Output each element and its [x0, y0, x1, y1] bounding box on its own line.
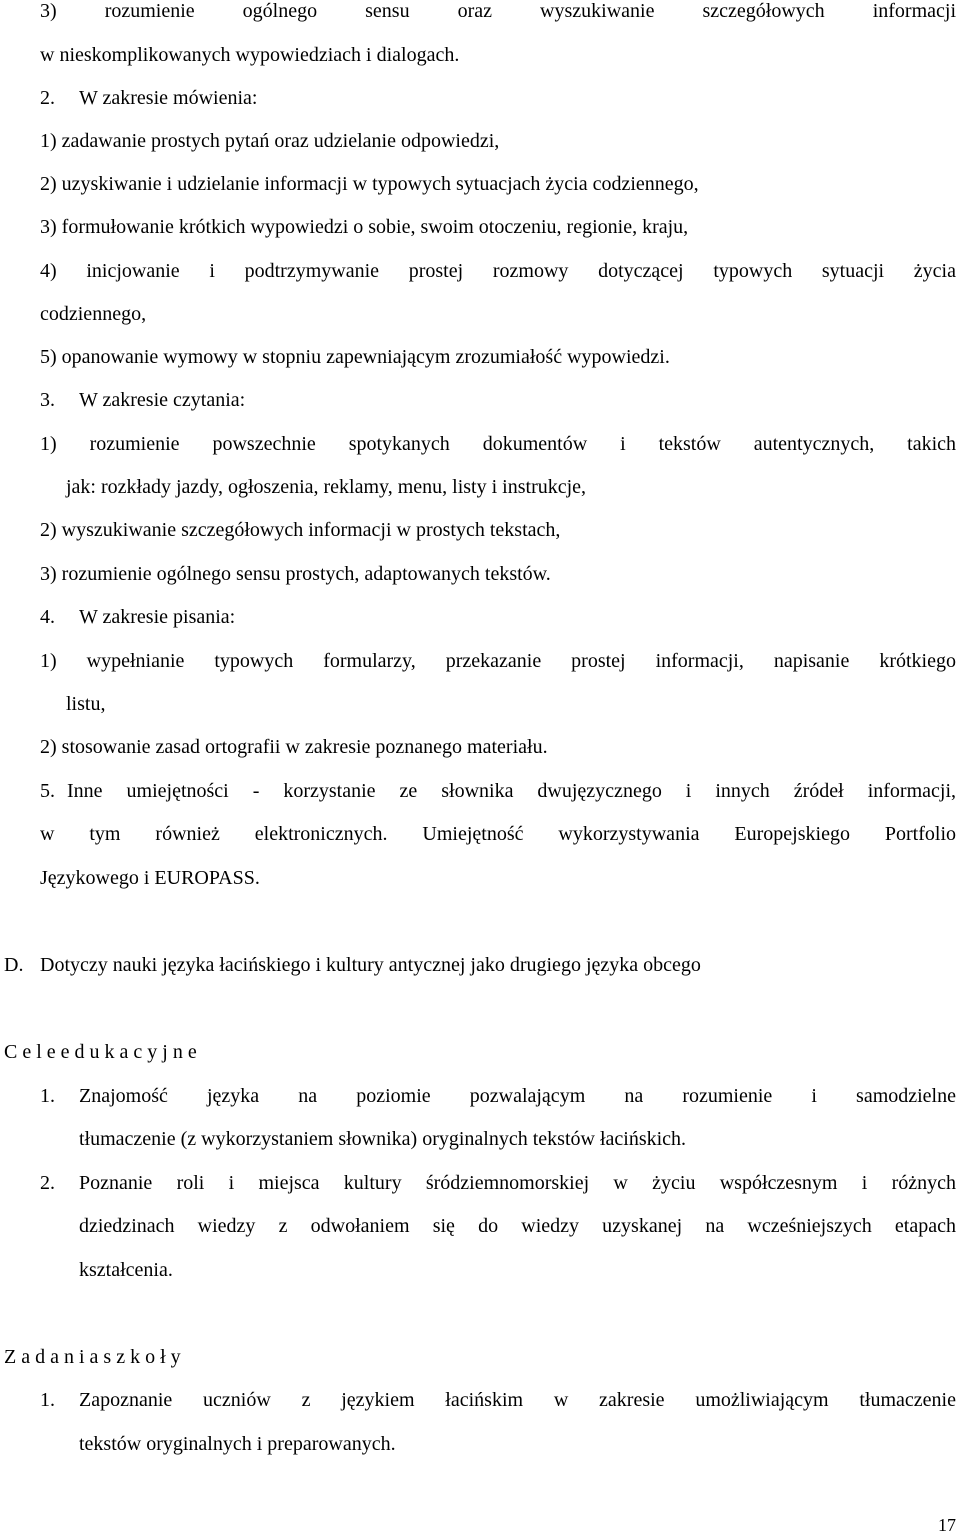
text-line: 2) uzyskiwanie i udzielanie informacji w typowych sytuacjach życia codziennego,	[40, 173, 699, 195]
text-line: 2) wyszukiwanie szczegółowych informacji w prostych tekstach,	[40, 519, 561, 541]
list-item	[40, 1169, 956, 1197]
text-line: 3) formułowanie krótkich wypowiedzi o sobie, swoim otoczeniu, regionie, kraju,	[40, 216, 689, 238]
page-number: 17	[938, 1515, 956, 1535]
text-line: w nieskomplikowanych wypowiedziach i dialogach.	[40, 44, 460, 66]
section-heading-latin	[4, 951, 956, 979]
list-number: 3.	[40, 389, 55, 411]
list-number: 4.	[40, 606, 55, 628]
list-item	[40, 1386, 956, 1414]
list-number: 2.	[40, 1172, 55, 1194]
text-line: 1) rozumienie powszechnie spotykanych dokumentów i tekstów autentycznych, takich	[40, 433, 956, 455]
heading-text: W zakresie pisania:	[79, 606, 236, 628]
heading-text: Inne umiejętności - korzystanie ze słownika dwujęzycznego i innych źródeł informacji,	[67, 780, 956, 802]
text-line: kształcenia.	[79, 1259, 173, 1281]
section-heading-reading	[40, 386, 956, 414]
text-line: Językowego i EUROPASS.	[40, 867, 260, 889]
text-line: dziedzinach wiedzy z odwołaniem się do wiedzy uzyskanej na wcześniejszych etapach	[79, 1215, 956, 1237]
text-line: 5) opanowanie wymowy w stopniu zapewniającym zrozumiałość wypowiedzi.	[40, 346, 670, 368]
text-line: w tym również elektronicznych. Umiejętność wykorzystywania Europejskiego Portfolio	[40, 823, 956, 845]
text-line: jak: rozkłady jazdy, ogłoszenia, reklamy, menu, listy i instrukcje,	[66, 476, 587, 498]
text-line: 1) wypełnianie typowych formularzy, przekazanie prostej informacji, napisanie krótkiego	[40, 650, 956, 672]
text-line: 2) stosowanie zasad ortografii w zakresie poznanego materiału.	[40, 736, 548, 758]
heading-text: W zakresie mówienia:	[79, 87, 258, 109]
section-heading-speaking	[40, 84, 956, 112]
list-item-text: Zapoznanie uczniów z językiem łacińskim w zakresie umożliwiającym tłumaczenie	[79, 1389, 956, 1411]
list-number: 5.	[40, 780, 55, 802]
list-number: D.	[4, 954, 24, 976]
heading-text: Dotyczy nauki języka łacińskiego i kultury antycznej jako drugiego języka obcego	[40, 954, 701, 976]
section-heading-writing	[40, 603, 956, 631]
list-item-text: Poznanie roli i miejsca kultury śródziemnomorskiej w życiu współczesnym i różnych	[79, 1172, 956, 1194]
list-item-text: Znajomość języka na poziomie pozwalającym na rozumienie i samodzielne	[79, 1085, 956, 1107]
list-number: 1.	[40, 1389, 55, 1411]
subheading-educational-goals: C e l e e d u k a c y j n e	[4, 1041, 197, 1063]
list-number: 2.	[40, 87, 55, 109]
heading-text: W zakresie czytania:	[79, 389, 246, 411]
list-item	[40, 1082, 956, 1110]
text-line: 3) rozumienie ogólnego sensu prostych, adaptowanych tekstów.	[40, 563, 551, 585]
list-number: 1.	[40, 1085, 55, 1107]
section-heading-other-skills	[40, 777, 956, 805]
text-line: tekstów oryginalnych i preparowanych.	[79, 1433, 396, 1455]
text-line: 3) rozumienie ogólnego sensu oraz wyszukiwanie szczegółowych informacji	[40, 0, 956, 22]
subheading-school-tasks: Z a d a n i a s z k o ł y	[4, 1346, 181, 1368]
text-line: codziennego,	[40, 303, 147, 325]
text-line: tłumaczenie (z wykorzystaniem słownika) oryginalnych tekstów łacińskich.	[79, 1128, 687, 1150]
text-line: 4) inicjowanie i podtrzymywanie prostej rozmowy dotyczącej typowych sytuacji życia	[40, 260, 956, 282]
text-line: listu,	[66, 693, 106, 715]
text-line: 1) zadawanie prostych pytań oraz udzielanie odpowiedzi,	[40, 130, 500, 152]
